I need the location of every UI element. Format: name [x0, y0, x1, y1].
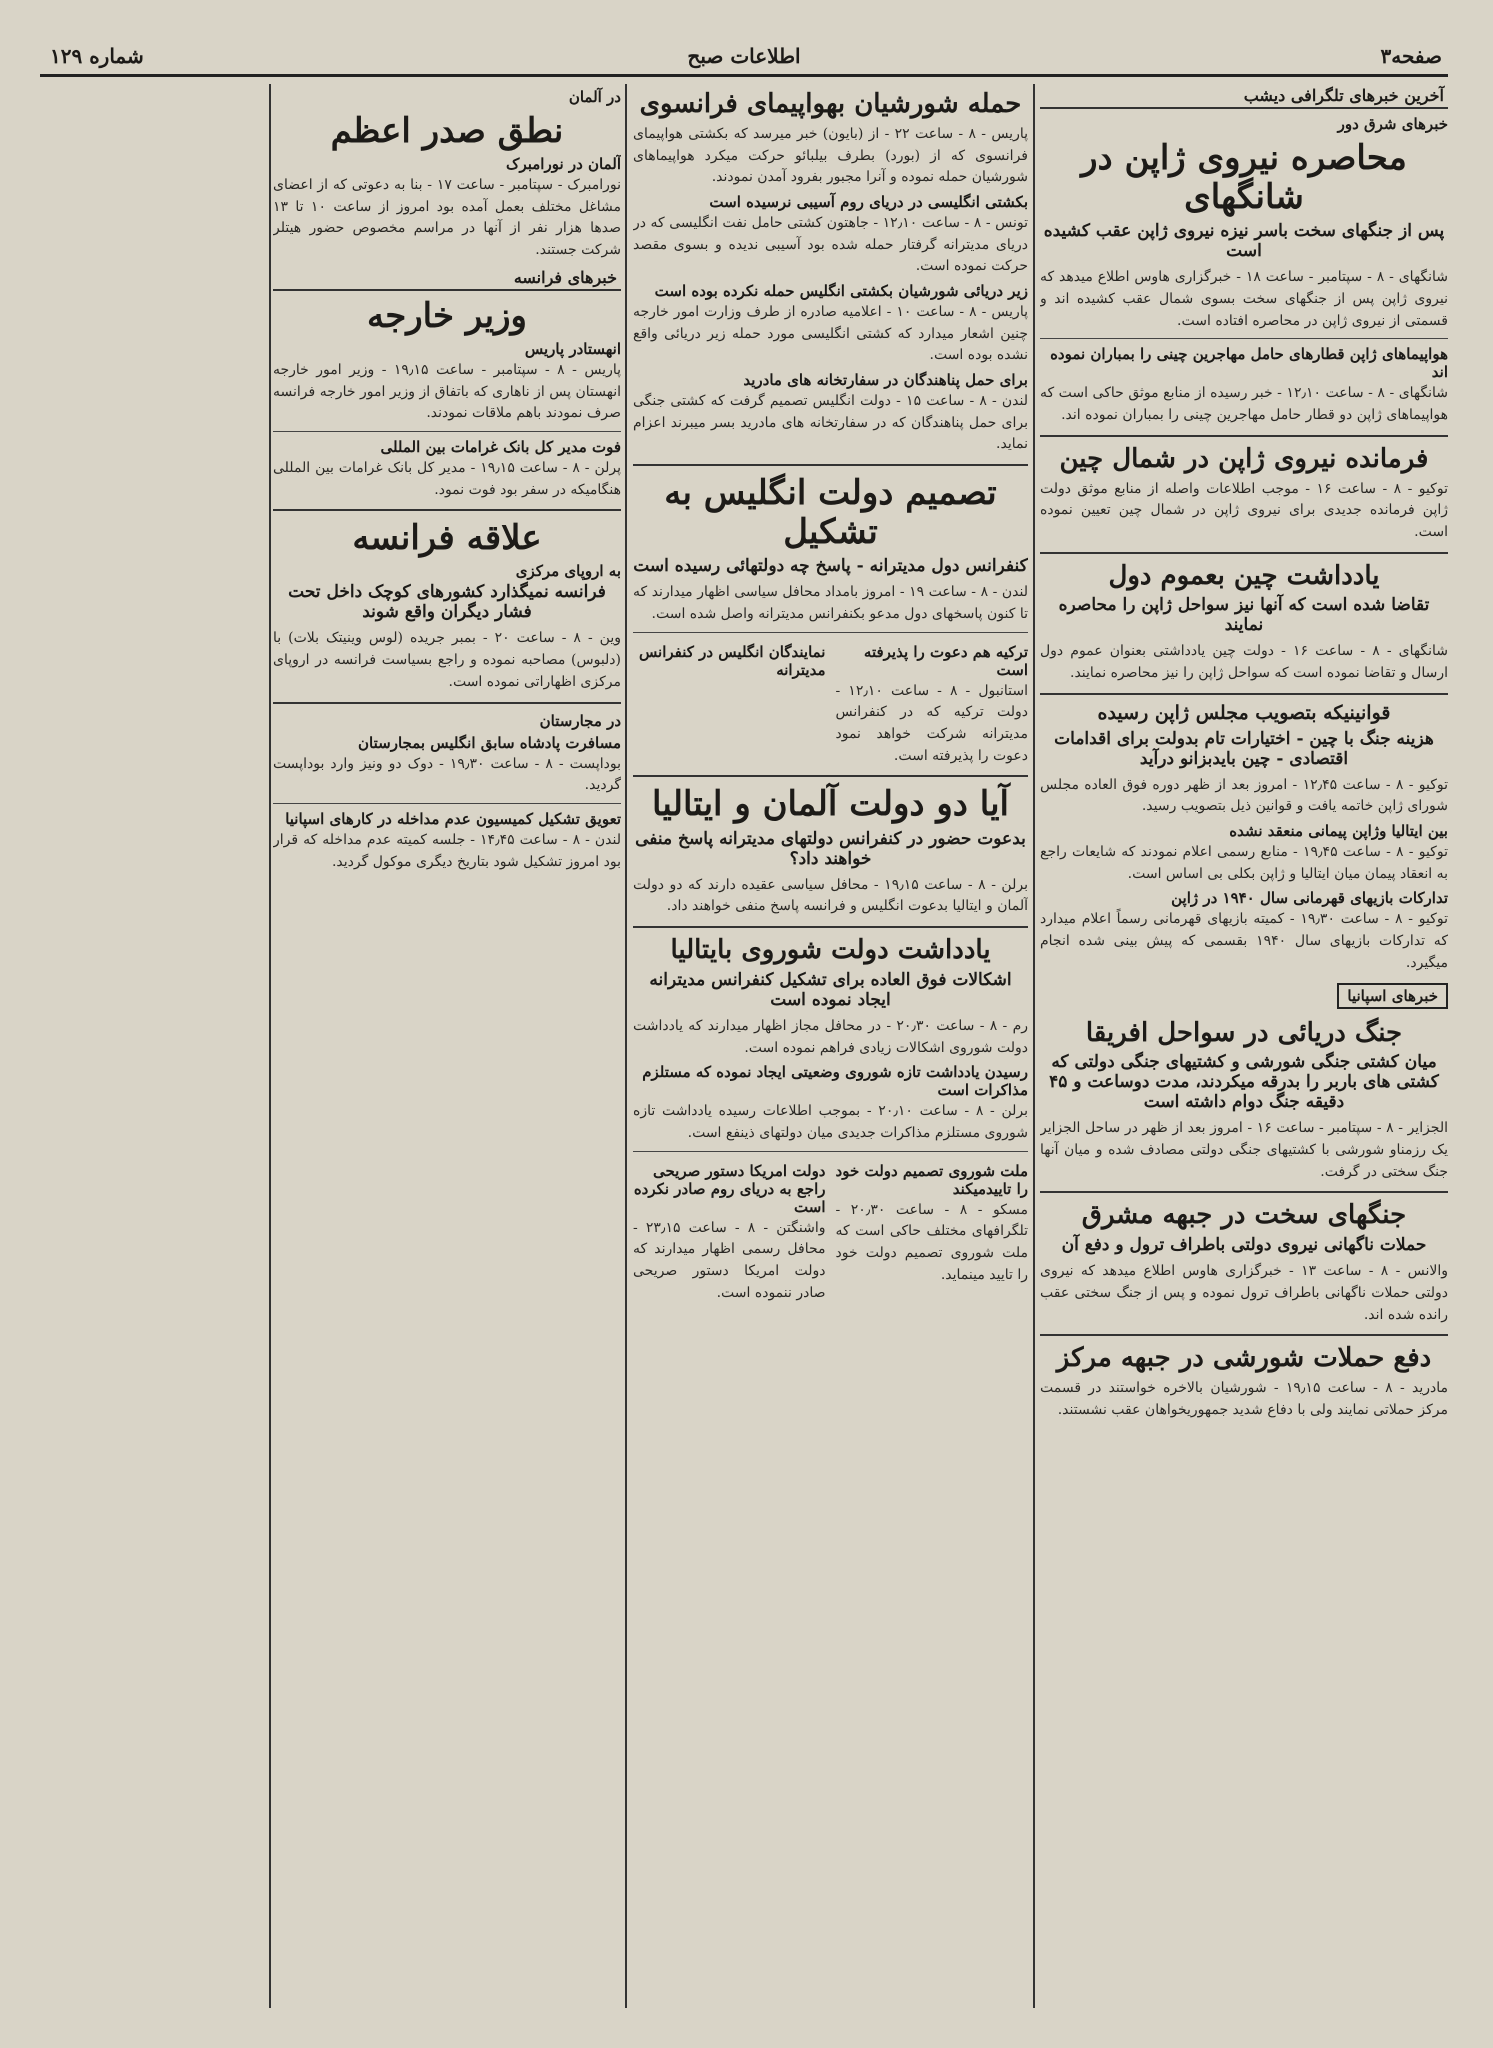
headline-germany-italy: آیا دو دولت آلمان و ایتالیا: [651, 784, 1010, 825]
headline-british-delegates: نمایندگان انگلیس در کنفرانس مدیترانه: [638, 642, 826, 679]
subhead-naval-battle: میان کشتی جنگی شورشی و کشتیهای جنگی دولتی که کشتی های باربر را بدرقه میکردند، مدت دوساعت و ۴۵ دقیقه جنگ دوام داشته است: [1049, 1052, 1439, 1113]
article-text: برلن - ۸ - ساعت ۲۰٫۱۰ - بموجب اطلاعات رسیده یادداشت تازه شوروی مستلزم مذاکرات جدیدی میان دولتهای ذینفع است.: [633, 1103, 1028, 1141]
divider: [633, 926, 1028, 928]
article-text: توکیو - ۸ - ساعت ۱۶ - موجب اطلاعات واصله از منابع موثق دولت ژاپن فرمانده جدیدی برای نیروی ژاپن در شمال چین تعیین نموده است.: [1040, 480, 1448, 540]
article-text: پاریس - ۸ - سپتامبر - ساعت ۱۹٫۱۵ - وزیر امور خارجه انهستان پس از ناهاری که باتفاق از وزیر امور خارجه فرانسه صرف نمودند باهم ملاقات نمودند.: [273, 361, 621, 422]
divider: [633, 632, 1028, 633]
column-continuation: [40, 84, 265, 2008]
two-column-block: [633, 1158, 1028, 1305]
location-tag: در مجارستان: [539, 711, 621, 730]
divider: [273, 803, 621, 804]
headline-soviet-nation: ملت شوروی تصمیم دولت خود را تاییدمیکند: [835, 1161, 1028, 1198]
headline-japan-laws: قوانینیکه بتصویب مجلس ژاپن رسیده: [1097, 701, 1391, 724]
article-text: وین - ۸ - ساعت ۲۰ - بمبر جریده (لوس وینیتک بلات) با (دلبوس) مصاحبه نموده و راجع بسیاست فرانسه در اروپای مرکزی اظهاراتی نموده است.: [273, 630, 621, 690]
divider: [1040, 1191, 1448, 1193]
column-rule: [1033, 84, 1035, 2008]
subhead-france-interest: فرانسه نمیگذارد کشورهای کوچک داخل تحت فشار دیگران واقع شوند: [288, 582, 606, 623]
article-text: والانس - ۸ - ساعت ۱۳ - خبرگزاری هاوس اطلاع میدهد که نیروی دولتی حملات ناگهانی باطراف ترول نموده و پس از جنگ سختی عقب رانده شده اند.: [1040, 1263, 1448, 1323]
article-text: توکیو - ۸ - ساعت ۱۹٫۳۰ - کمیته بازیهای قهرمانی رسماً اعلام میدارد که تدارکات بازیهای سال ۱۹۴۰ بقسمی که پیش بینی شده انجام میگیرد.: [1040, 911, 1448, 971]
dateline: آلمان در نورامبرک: [506, 155, 621, 174]
location-tag: در آلمان: [568, 88, 621, 106]
divider: [633, 464, 1028, 466]
headline-east-front: جنگهای سخت در جبهه مشرق: [1081, 1200, 1407, 1231]
subhead-shanghai: پس از جنگهای سخت باسر نیزه نیروی ژاپن عقب کشیده است: [1043, 221, 1445, 262]
headline-submarine: زیر دریائی شورشیان بکشتی انگلیس حمله نکرده بوده است: [654, 282, 1028, 301]
subhead-germany-italy: بدعوت حضور در کنفرانس دولتهای مدیترانه پاسخ منفی خواهند داد؟: [635, 828, 1026, 869]
article-text: تونس - ۸ - ساعت ۱۲٫۱۰ - جاهتون کشتی حامل نفت انگلیسی که در دریای مدیترانه گرفتار حمله شده بود آسیبی ندیده و بسوی مقصد حرکت نموده است.: [633, 214, 1028, 275]
headline-italy-japan: بین ایتالیا وژاپن پیمانی منعقد نشده: [1229, 822, 1448, 841]
divider: [273, 431, 621, 432]
headline-america: دولت امریکا دستور صریحی راجع به دریای روم صادر نکرده است: [633, 1161, 826, 1216]
headline-china-note: یادداشت چین بعموم دول: [1108, 560, 1380, 591]
dateline: انهستادر پاریس: [524, 339, 621, 358]
article-text: لندن - ۸ - ساعت ۱۹ - امروز بامداد محافل سیاسی اظهار میدارند که تا کنون پاسخهای دول مدعو بکنفرانس مدیترانه واصل شده است.: [633, 584, 1028, 623]
divider: [1040, 1334, 1448, 1336]
divider: [1040, 435, 1448, 437]
headline-chancellor-speech: نطق صدر اعظم: [330, 111, 564, 151]
article-text: برلن - ۸ - ساعت ۱۹٫۱۵ - محافل سیاسی عقیده دارند که دو دولت آلمان و ایتالیا بدعوت انگلیس و فرانسه پاسخ منفی خواهند داد.: [633, 876, 1028, 915]
article-text: نورامبرک - سپتامبر - ساعت ۱۷ - بنا به دعوتی که از اعضای مشاغل مختلف بعمل آمده بود امروز از ساعت ۱۰ تا ۱۳ صدها هزار نفر از آنها در مراسم مخصوص حضور هیتلر شرکت جستند.: [273, 177, 621, 259]
article-text: الجزایر - ۸ - سپتامبر - ساعت ۱۶ - امروز بعد از ظهر در ساحل الجزایر یک رزمناو شورشی با کشتیهای جنگی دولتی مصادف شده و میان آنها جنگ سختی در گرفت.: [1040, 1120, 1448, 1180]
headline-britain-decision: تصمیم دولت انگلیس به تشکیل: [664, 473, 997, 553]
headline-bank-director: فوت مدیر کل بانک غرامات بین المللی: [380, 438, 621, 456]
column-europe: [273, 84, 621, 2008]
headline-king-travel: مسافرت پادشاه سابق انگلیس بمجارستان: [358, 733, 621, 752]
divider: [273, 509, 621, 511]
headline-bombing: هواپیماهای ژاپن قطارهای حامل مهاجرین چینی را بمباران نموده اند: [1050, 345, 1448, 382]
article-text: شانگهای - ۸ - ساعت ۱۶ - دولت چین یادداشتی بعنوان عموم دول ارسال و تقاضا نموده است که سواحل ژاپن را نیز محاصره نمایند.: [1040, 643, 1448, 682]
headline-committee-delay: تعویق تشکیل کمیسیون عدم مداخله در کارهای اسپانیا: [285, 809, 621, 828]
divider: [1040, 338, 1448, 339]
subhead-britain-decision: کنفرانس دول مدیترانه - پاسخ چه دولتهائی رسیده است: [633, 556, 1028, 577]
france-news-tag: خبرهای فرانسه: [273, 266, 621, 291]
headline-soviet-note: یادداشت دولت شوروی بایتالیا: [670, 934, 991, 965]
headline-france-interest: علاقه فرانسه: [352, 518, 542, 559]
paper-name: اطلاعات صبح: [687, 44, 801, 68]
article-text: شانگهای - ۸ - ساعت ۱۲٫۱۰ - خبر رسیده از منابع موثق حاکی است که هواپیماهای ژاپن دو قطار حامل مهاجرین چینی را بمباران نموده اند.: [1040, 385, 1448, 423]
headline-naval-battle: جنگ دریائی در سواحل افریقا: [1085, 1017, 1403, 1048]
headline-olympics: تدارکات بازیهای قهرمانی سال ۱۹۴۰ در ژاپن: [1171, 889, 1448, 908]
headline-shanghai: محاصره نیروی ژاپن در شانگهای: [1081, 138, 1407, 218]
article-text: لندن - ۸ - ساعت ۱۵ - دولت انگلیس تصمیم گرفت که کشتی جنگی برای حمل پناهندگان که در سفارتخانه های مادرید بسر میبرند اعزام نماید.: [633, 393, 1028, 453]
article-text: لندن - ۸ - ساعت ۱۴٫۴۵ - جلسه کمیته عدم مداخله که قرار بود امروز تشکیل شود بتاریخ دیگری موکول گردید.: [273, 831, 621, 870]
subhead-japan-laws: هزینه جنگ با چین - اختیارات تام بدولت برای اقدامات اقتصادی - چین بایدبزانو درآید: [1054, 728, 1434, 769]
article-text: رم - ۸ - ساعت ۲۰٫۳۰ - در محافل مجاز اظهار میدارند که یادداشت دولت شوروی اشکالات زیادی فراهم نموده است.: [633, 1017, 1028, 1056]
article-text: واشنگتن - ۸ - ساعت ۲۳٫۱۵ - محافل رسمی اظهار میدارند که دولت امریکا دستور صریحی صادر ننموده است.: [633, 1219, 826, 1301]
column-mediterranean: [633, 84, 1028, 2008]
article-text: مسکو - ۸ - ساعت ۲۰٫۳۰ - تلگرافهای مختلف حاکی است که ملت شوروی تصمیم دولت خود را تایید مینماید.: [835, 1201, 1028, 1283]
article-text: استانبول - ۸ - ساعت ۱۲٫۱۰ - دولت ترکیه که در کنفرانس مدیترانه شرکت خواهد نمود دعوت را پذیرفته است.: [835, 682, 1028, 764]
divider: [633, 1151, 1028, 1152]
two-column-block: [633, 639, 1028, 768]
headline-center-front: دفع حملات شورشی در جبهه مرکز: [1056, 1343, 1432, 1374]
issue-number: شماره ۱۲۹: [50, 44, 144, 68]
article-text: پاریس - ۸ - ساعت ۱۰ - اعلامیه صادره از طرف وزارت امور خارجه چنین اشعار میدارد که کشتی انگلیسی مورد حمله زیر دریائی واقع نشده بوده است.: [633, 304, 1028, 364]
column-rule: [625, 84, 627, 2008]
article-text: مادرید - ۸ - ساعت ۱۹٫۱۵ - شورشیان بالاخره خواستند در قسمت مرکز حملاتی نمایند ولی با دفاع شدید جمهوریخواهان عقب نشستند.: [1040, 1380, 1448, 1418]
column-far-east: [1040, 84, 1448, 2008]
running-head: [40, 40, 1448, 77]
headline-british-ship: بکشتی انگلیسی در دریای روم آسیبی نرسیده است: [709, 192, 1028, 211]
divider: [1040, 693, 1448, 695]
subhead-china-note: تقاضا شده است که آنها نیز سواحل ژاپن را محاصره نمایند: [1058, 595, 1430, 636]
divider: [633, 775, 1028, 777]
article-text: پرلن - ۸ - ساعت ۱۹٫۱۵ - مدیر کل بانک غرامات بین المللی هنگامیکه در سفر بود فوت نمود.: [273, 460, 621, 498]
headline-turkey: ترکیه هم دعوت را پذیرفته است: [863, 642, 1028, 679]
headline-foreign-minister: وزیر خارجه: [367, 295, 527, 336]
column-rule: [269, 84, 271, 2008]
article-text: توکیو - ۸ - ساعت ۱۹٫۴۵ - منابع رسمی اعلام نمودند که شایعات راجع به انعقاد پیمان میان ایتالیا و ژاپن بکلی بی اساس است.: [1040, 844, 1448, 882]
headline-refugees: برای حمل پناهندگان در سفارتخانه های مادرید: [743, 371, 1028, 390]
page-label: صفحه۳: [1380, 44, 1442, 68]
divider: [1040, 552, 1448, 554]
headline-new-note: رسیدن یادداشت تازه شوروی وضعیتی ایجاد نموده که مستلزم مذاکرات است: [642, 1063, 1028, 1100]
sub-section-tag: خبرهای شرق دور: [1337, 115, 1448, 133]
article-text: بوداپست - ۸ - ساعت ۱۹٫۳۰ - دوک دو ونیز وارد بوداپست گردید.: [273, 755, 621, 794]
subhead-soviet-note: اشکالات فوق العاده برای تشکیل کنفرانس مدیترانه ایجاد نموده است: [649, 969, 1012, 1010]
divider: [273, 702, 621, 704]
article-text: پاریس - ۸ - ساعت ۲۲ - از (بایون) خبر میرسد که بکشتی هواپیمای فرانسوی که از (بورد) بطرف بیلبائو حرکت میکرد هواپیماهای شورشیان حمله نموده و آنرا مجبور بفرود آمدن نمودند.: [633, 125, 1028, 186]
subhead-east-front: حملات ناگهانی نیروی دولتی باطراف ترول و دفع آن: [1061, 1235, 1427, 1256]
spain-news-tag: خبرهای اسپانیا: [1337, 983, 1448, 1009]
headline-commander: فرمانده نیروی ژاپن در شمال چین: [1059, 443, 1429, 474]
article-text: توکیو - ۸ - ساعت ۱۲٫۴۵ - امروز بعد از ظهر دوره فوق العاده مجلس شورای ژاپن خاتمه یافت و قوانین ذیل بتصویب رسید.: [1040, 776, 1448, 815]
section-tag: آخرین خبرهای تلگرافی دیشب: [1040, 84, 1448, 109]
dateline: به اروپای مرکزی: [515, 562, 621, 581]
article-text: شانگهای - ۸ - سپتامبر - ساعت ۱۸ - خبرگزاری هاوس اطلاع میدهد که نیروی ژاپن پس از جنگهای سخت بسوی شمال عقب کشیده اند و قسمتی از نیروی ژاپن در محاصره افتاده است.: [1040, 269, 1448, 329]
headline-french-plane: حمله شورشیان بهواپیمای فرانسوی: [639, 89, 1022, 119]
